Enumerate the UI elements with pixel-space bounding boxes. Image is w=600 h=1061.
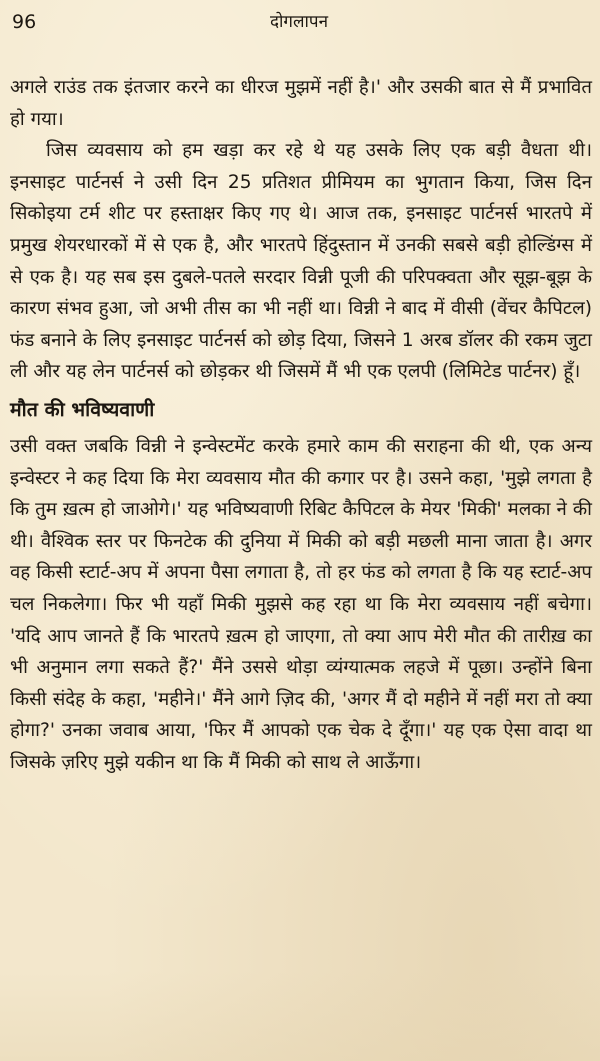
running-title: दोगलापन	[269, 12, 329, 32]
page-shadow	[0, 971, 600, 1061]
paragraph-prediction: उसी वक्त जबकि विन्नी ने इन्वेस्टमेंट करके हमारे काम की सराहना की थी, एक अन्य इन्वेस्टर ने कह दिया कि मेरा व्यवसाय मौत की कगार पर है। उसने कहा, 'मुझे लगता है कि तुम ख़त्म हो जाओगे।' यह भविष्यवाणी रिबिट कैपिटल के मेयर 'मिकी' मलका ने की थी। वैश्विक स्तर पर फिनटेक की दुनिया में मिकी को बड़ी मछली माना जाता है। अगर वह किसी स्टार्ट-अप में अपना पैसा लगाता है, तो हर फंड को लगता है कि यह स्टार्ट-अप चल निकलेगा। फिर भी यहाँ मिकी मुझसे कह रहा था कि मेरा व्यवसाय नहीं बचेगा। 'यदि आप जानते हैं कि भारतपे ख़त्म हो जाएगा, तो क्या आप मेरी मौत की तारीख़ का भी अनुमान लगा सकते हैं?' मैंने उससे थोड़ा व्यंग्यात्मक लहजे में पूछा। उन्होंने बिना किसी संदेह के कहा, 'महीने।' मैंने आगे ज़िद की, 'अगर मैं दो महीने में नहीं मरा तो क्या होगा?' उनका जवाब आया, 'फिर मैं आपको एक चेक दे दूँगा।' यह एक ऐसा वादा था जिसके ज़रिए मुझे यकीन था कि मैं मिकी को साथ ले आऊँगा।	[10, 435, 592, 773]
running-header	[12, 8, 586, 36]
page-body	[10, 72, 592, 778]
paragraph-continuation: अगले राउंड तक इंतजार करने का धीरज मुझमें नहीं है।' और उसकी बात से मैं प्रभावित हो गया।	[10, 77, 592, 130]
paragraph-insight-partners: जिस व्यवसाय को हम खड़ा कर रहे थे यह उसके लिए एक बड़ी वैधता थी। इनसाइट पार्टनर्स ने उसी दिन 25 प्रतिशत प्रीमियम का भुगतान किया, जिस दिन सिकोइया टर्म शीट पर हस्ताक्षर किए गए थे। आज तक, इनसाइट पार्टनर्स भारतपे में प्रमुख शेयरधारकों में से एक है, और भारतपे हिंदुस्तान में उनकी सबसे बड़ी होल्डिंग्स में से एक है। यह सब इस दुबले-पतले सरदार विन्नी पूजी की परिपक्वता और सूझ-बूझ के कारण संभव हुआ, जो अभी तीस का भी नहीं था। विन्नी ने बाद में वीसी (वेंचर कैपिटल) फंड बनाने के लिए इनसाइट पार्टनर्स को छोड़ दिया, जिसने 1 अरब डॉलर की रकम जुटा ली और यह लेन पार्टनर्स को छोड़कर थी जिसमें मैं भी एक एलपी (लिमिटेड पार्टनर) हूँ।	[10, 140, 592, 383]
page-number: 96	[12, 11, 37, 33]
section-heading: मौत की भविष्यवाणी	[10, 397, 155, 421]
